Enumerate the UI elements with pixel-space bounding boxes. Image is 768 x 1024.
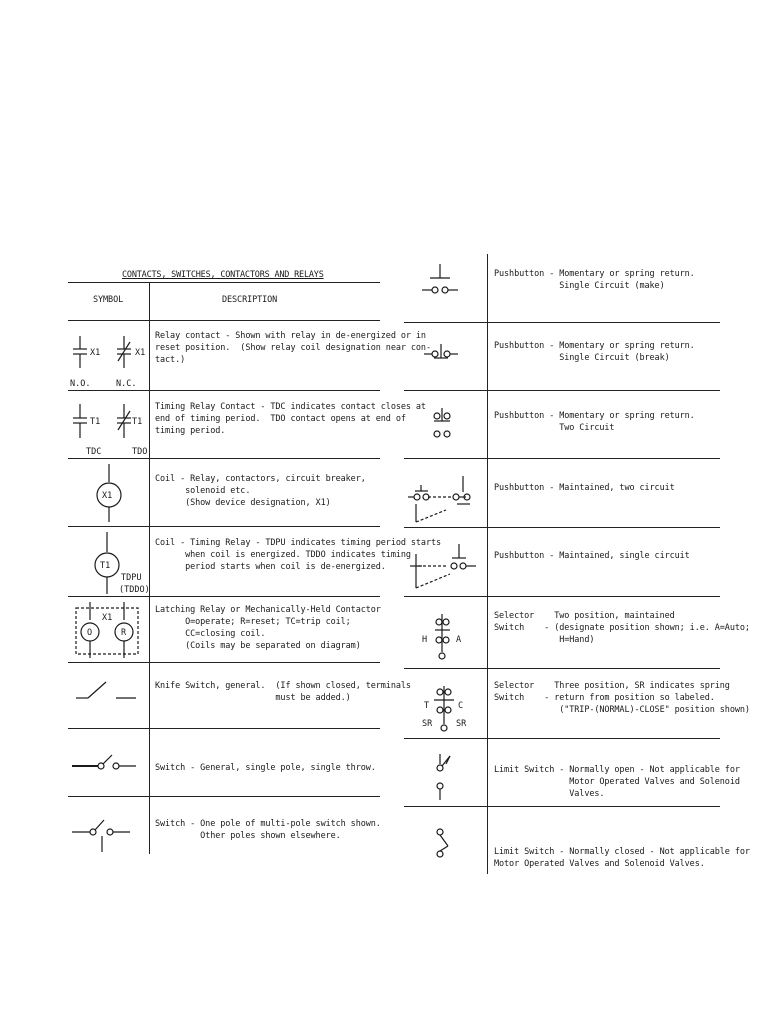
symbol-label: C <box>458 701 464 711</box>
row-divider <box>404 458 720 459</box>
symbol-label: TDPU <box>121 573 142 583</box>
pushbutton-maintained-single-circuit-symbol <box>406 540 486 596</box>
symbol-label: T <box>424 701 430 711</box>
symbol-label: SR <box>422 719 433 729</box>
row-divider <box>68 526 380 527</box>
table-rule <box>68 282 380 283</box>
timing-coil-symbol <box>88 530 150 596</box>
pushbutton-maintained-two-circuit-symbol <box>406 470 486 526</box>
symbol-label: TDC <box>86 447 102 456</box>
row-description: Selector Two position, maintained Switch - (designate position shown; i.e. A=Auto; H=Hand) <box>494 611 750 645</box>
row-divider <box>68 390 380 391</box>
multipole-switch-symbol <box>70 814 148 856</box>
row-description: Latching Relay or Mechanically-Held Contactor O=operate; R=reset; TC=trip coil; CC=closing coil. (Coils may be separated on diagram) <box>155 605 381 651</box>
row-description: Coil - Relay, contactors, circuit breaker, solenoid etc. (Show device designation, X1) <box>155 474 366 508</box>
symbol-label: T1 <box>90 417 101 427</box>
row-divider <box>404 390 720 391</box>
latching-relay-symbol <box>72 600 148 660</box>
symbol-label: X1 <box>102 491 113 501</box>
symbol-label: N.C. <box>116 379 137 388</box>
row-divider <box>404 806 720 807</box>
row-divider <box>68 458 380 459</box>
symbol-label: (TDDO) <box>119 585 150 595</box>
row-description: Knife Switch, general. (If shown closed, terminals must be added.) <box>155 681 411 703</box>
symbol-label: X1 <box>102 613 113 623</box>
column-divider <box>487 254 488 874</box>
spst-switch-symbol <box>70 748 148 784</box>
symbol-label: O <box>87 628 93 638</box>
symbol-label: T1 <box>132 417 143 427</box>
row-divider <box>404 527 720 528</box>
row-description: Limit Switch - Normally open - Not applicable for Motor Operated Valves and Solenoid Valves. <box>494 765 740 799</box>
row-divider <box>404 668 720 669</box>
timing-contact-symbol <box>70 396 148 456</box>
header-symbol: SYMBOL <box>93 295 124 305</box>
coil-symbol <box>90 462 130 524</box>
row-divider <box>68 662 380 663</box>
symbol-label: R <box>121 628 127 638</box>
row-description: Pushbutton - Momentary or spring return. Single Circuit (break) <box>494 341 695 363</box>
selector-three-position-symbol <box>418 682 480 736</box>
row-description: Pushbutton - Momentary or spring return. Single Circuit (make) <box>494 269 695 291</box>
table-title: CONTACTS, SWITCHES, CONTACTORS AND RELAYS <box>122 270 324 280</box>
symbol-label: A <box>456 635 462 645</box>
symbol-label: N.O. <box>70 379 91 388</box>
symbol-label: X1 <box>90 348 101 358</box>
row-description: Switch - General, single pole, single throw. <box>155 763 376 773</box>
row-divider <box>68 320 380 321</box>
symbol-label: T1 <box>100 561 111 571</box>
pushbutton-two-circuit-symbol <box>428 404 468 444</box>
selector-two-position-symbol <box>420 610 470 664</box>
symbol-label: H <box>422 635 428 645</box>
row-description: Coil - Timing Relay - TDPU indicates timing period starts when coil is energized. TDDO indicates timing period starts when coil is de-energized. <box>155 538 441 572</box>
row-divider <box>404 322 720 323</box>
symbol-label: TDO <box>132 447 148 456</box>
row-divider <box>68 596 380 597</box>
relay-contact-symbol <box>70 328 148 388</box>
row-divider <box>404 596 720 597</box>
symbol-label: SR <box>456 719 467 729</box>
symbol-label: X1 <box>135 348 146 358</box>
row-description: Pushbutton - Momentary or spring return. Two Circuit <box>494 411 695 433</box>
knife-switch-symbol <box>72 672 148 722</box>
row-description: Selector Three position, SR indicates spring Switch - return from position so labeled. ("TRIP-(NORMAL)-CLOSE" position shown) <box>494 681 750 715</box>
row-description: Pushbutton - Maintained, two circuit <box>494 483 675 493</box>
row-description: Relay contact - Shown with relay in de-energized or in reset position. (Show relay coil designation near con- tact.) <box>155 331 431 365</box>
row-description: Pushbutton - Maintained, single circuit <box>494 551 690 561</box>
row-description: Timing Relay Contact - TDC indicates contact closes at end of timing period. TDO contact opens at end of timing period. <box>155 402 426 436</box>
row-divider <box>68 796 380 797</box>
header-description: DESCRIPTION <box>222 295 278 305</box>
pushbutton-break-symbol <box>420 336 480 372</box>
row-divider <box>404 738 720 739</box>
row-divider <box>68 728 380 729</box>
pushbutton-make-symbol <box>420 262 480 302</box>
limit-switch-no-symbol <box>426 752 466 804</box>
limit-switch-nc-symbol <box>426 824 466 864</box>
row-description: Switch - One pole of multi-pole switch shown. Other poles shown elsewhere. <box>155 819 381 841</box>
row-description: Limit Switch - Normally closed - Not applicable for Motor Operated Valves and Solenoid Valves. <box>494 847 750 869</box>
